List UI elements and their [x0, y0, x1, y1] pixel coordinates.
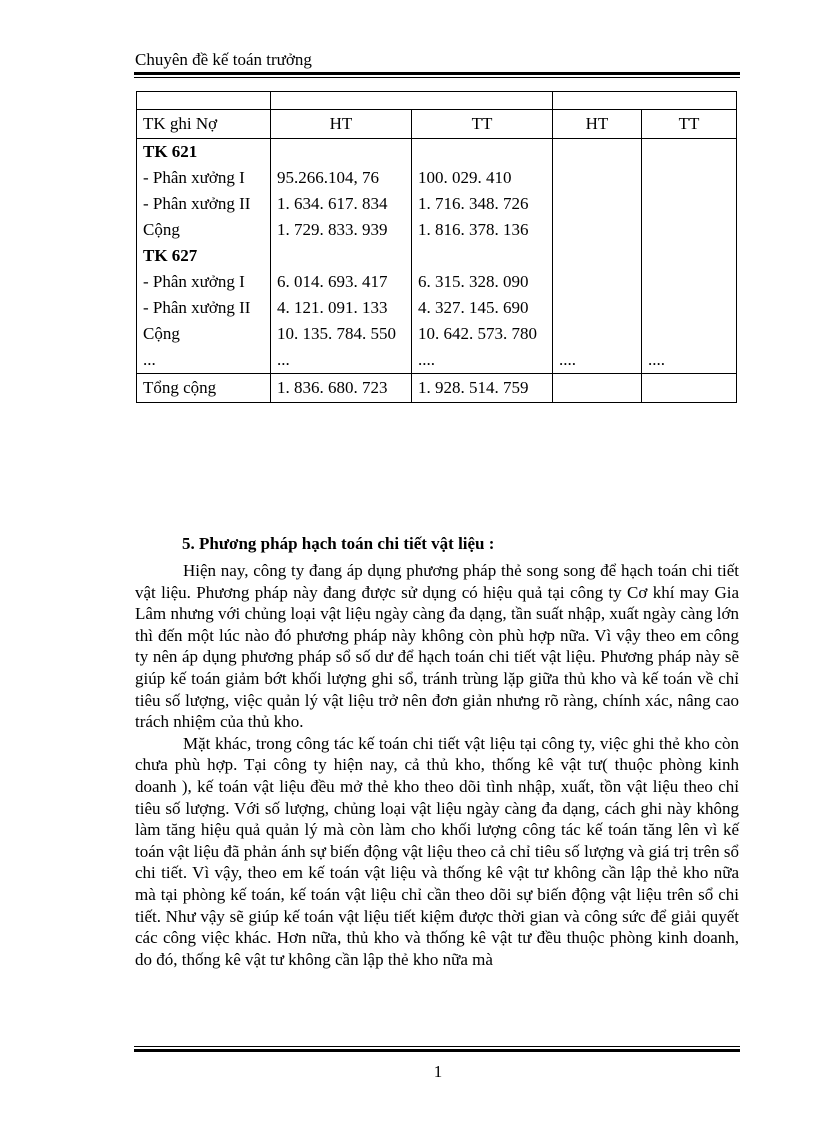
header-col-tt-2: TT: [642, 110, 737, 139]
total-ht: 1. 836. 680. 723: [271, 374, 412, 403]
table-header-row: [137, 110, 737, 139]
header-account-label: TK ghi Nợ: [137, 110, 271, 139]
paragraph-2: Mặt khác, trong công tác kế toán chi tiết vật liệu tại công ty, việc ghi thẻ kho còn chưa phù hợp. Tại công ty hiện nay, cả thủ kho, thống kê vật tư( thuộc phòng kinh doanh ), kế toán vật liệu đều mở thẻ kho theo dõi tình nhập, xuất, tồn vật liệu theo chỉ tiêu số lượng. Với số lượng, chủng loại vật liệu ngày càng đa dạng, cách ghi này không làm tăng hiệu quả quản lý mà còn làm cho khối lượng công tác kế toán tăng lên vì kế toán vật liệu đã phản ánh sự biến động vật liệu theo cả chỉ tiêu số lượng và giá trị trên sổ chi tiết. Vì vậy, theo em kế toán vật liệu và thống kê vật tư không cần lập thẻ kho nữa mà tại phòng kế toán, kế toán vật liệu chỉ cần theo dõi sự biến động vật liệu trên sổ chi tiết. Như vậy sẽ giúp kế toán vật liệu tiết kiệm được thời gian và công sức để giải quyết các công việc khác. Hơn nữa, thủ kho và thống kê vật tư đều thuộc phòng kinh doanh, do đó, thống kê vật tư không cần lập thẻ kho nữa mà: [135, 733, 739, 969]
cell-ht: ...: [271, 347, 412, 374]
cell-tt: 6. 315. 328. 090: [412, 269, 553, 295]
total-label: Tổng cộng: [137, 374, 271, 403]
total-ht2: [553, 374, 642, 403]
cell-tt2: [642, 139, 737, 166]
page-number: 1: [433, 1062, 443, 1081]
table-row: [137, 295, 737, 321]
cell-label: TK 621: [137, 139, 271, 166]
header-col-tt-1: TT: [412, 110, 553, 139]
cell-tt: 1. 716. 348. 726: [412, 191, 553, 217]
cell-ht2: [553, 321, 642, 347]
table-row: [137, 243, 737, 269]
cell-tt2: [642, 191, 737, 217]
table-row: [137, 191, 737, 217]
cell-ht2: [553, 139, 642, 166]
table-row: [137, 217, 737, 243]
paragraph-1: Hiện nay, công ty đang áp dụng phương pháp thẻ song song để hạch toán chi tiết vật liệu. Phương pháp này đang được sử dụng có hiệu quả tại công ty Cơ khí may Gia Lâm nhưng với chủng loại vật liệu ngày càng đa dạng, tần suất nhập, xuất ngày càng lớn thì đến một lúc nào đó phương pháp này không còn phù hợp nữa. Vì vậy theo em công ty nên áp dụng phương pháp sổ số dư để hạch toán chi tiết vật liệu. Phương pháp này sẽ giúp kế toán giảm bớt khối lượng ghi sổ, tránh trùng lặp giữa thủ kho và kế toán về chỉ tiêu số lượng, việc quản lý vật liệu trở nên đơn giản nhưng rõ ràng, chính xác, nâng cao trách nhiệm của thủ kho.: [135, 561, 739, 732]
cell-tt: 100. 029. 410: [412, 165, 553, 191]
header-rule-thick: [134, 72, 740, 75]
cell-label: ...: [137, 347, 271, 374]
section-title: 5. Phương pháp hạch toán chi tiết vật liệu :: [182, 534, 495, 553]
cell-label: Cộng: [137, 321, 271, 347]
header-col-ht-2: HT: [553, 110, 642, 139]
cell-ht2: [553, 295, 642, 321]
cell-label: Cộng: [137, 217, 271, 243]
total-tt: 1. 928. 514. 759: [412, 374, 553, 403]
cell-tt: 10. 642. 573. 780: [412, 321, 553, 347]
cell-tt2: ....: [642, 347, 737, 374]
cell-ht: 1. 634. 617. 834: [271, 191, 412, 217]
table-total-row: [137, 374, 737, 403]
cell-label: - Phân xưởng II: [137, 295, 271, 321]
cell-ht: 95.266.104, 76: [271, 165, 412, 191]
cell-ht: [271, 243, 412, 269]
cell-ht2: [553, 243, 642, 269]
cell-ht2: [553, 191, 642, 217]
cell-tt2: [642, 269, 737, 295]
cell-tt2: [642, 217, 737, 243]
cell-ht: [271, 139, 412, 166]
page-header-title: Chuyên đề kế toán trưởng: [135, 50, 312, 69]
cell-tt: 4. 327. 145. 690: [412, 295, 553, 321]
table-top-row: [137, 92, 737, 110]
cell-tt: [412, 243, 553, 269]
cell-tt2: [642, 243, 737, 269]
cell-tt: [412, 139, 553, 166]
table-row: [137, 321, 737, 347]
cell-label: - Phân xưởng I: [137, 165, 271, 191]
cell-ht2: [553, 165, 642, 191]
cost-ledger-table: [136, 91, 737, 403]
cell-label: - Phân xưởng I: [137, 269, 271, 295]
cell-ht2: ....: [553, 347, 642, 374]
section-body: [135, 560, 739, 970]
cell-tt: 1. 816. 378. 136: [412, 217, 553, 243]
cell-label: TK 627: [137, 243, 271, 269]
cell-tt2: [642, 165, 737, 191]
cell-ht: 6. 014. 693. 417: [271, 269, 412, 295]
header-rule-thin: [134, 77, 740, 78]
table-row: [137, 139, 737, 166]
footer-rule-thin: [134, 1046, 740, 1047]
cell-tt2: [642, 321, 737, 347]
cell-tt: ....: [412, 347, 553, 374]
cell-ht2: [553, 269, 642, 295]
table-row: [137, 347, 737, 374]
table-body: [137, 139, 737, 374]
cell-label: - Phân xưởng II: [137, 191, 271, 217]
footer-rule-thick: [134, 1049, 740, 1052]
total-tt2: [642, 374, 737, 403]
cell-ht2: [553, 217, 642, 243]
table-row: [137, 165, 737, 191]
header-col-ht-1: HT: [271, 110, 412, 139]
cell-ht: 4. 121. 091. 133: [271, 295, 412, 321]
table-row: [137, 269, 737, 295]
cell-tt2: [642, 295, 737, 321]
cell-ht: 10. 135. 784. 550: [271, 321, 412, 347]
cell-ht: 1. 729. 833. 939: [271, 217, 412, 243]
